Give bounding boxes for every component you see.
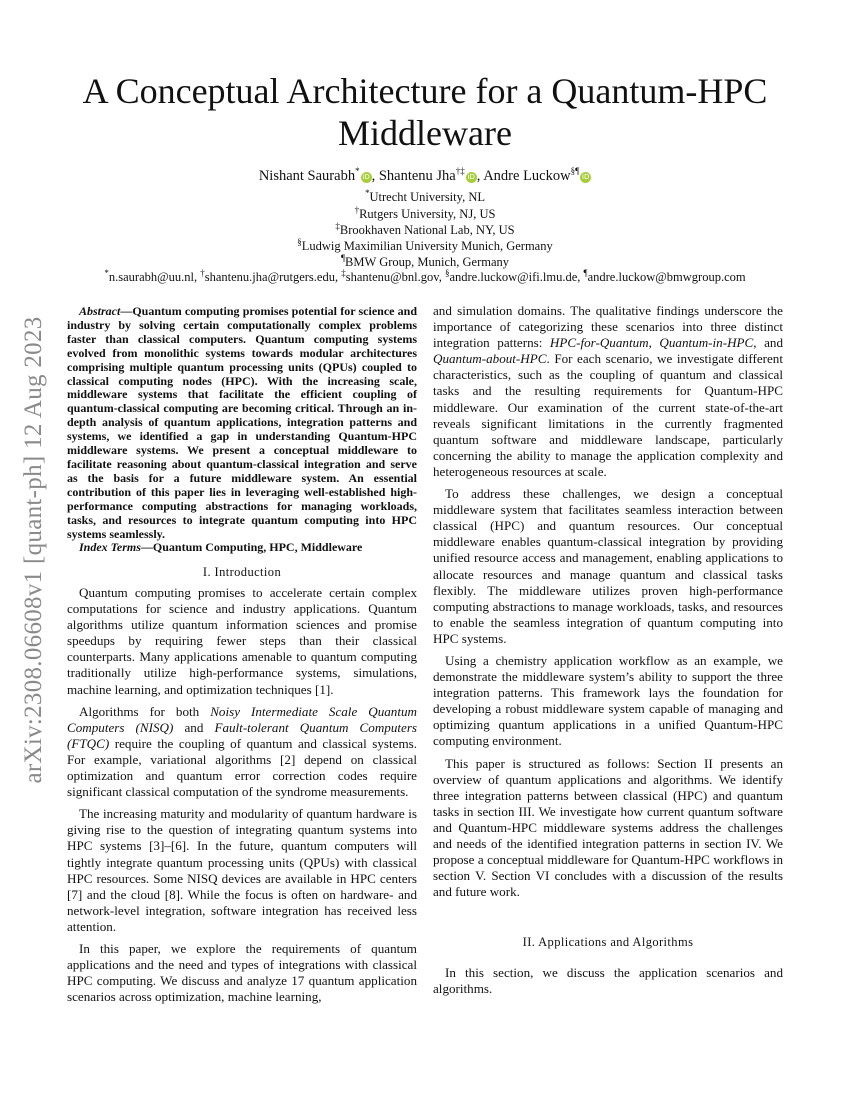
text-run: Quantum-in-HPC	[659, 335, 754, 351]
text-run: require the coupling of quantum and classical systems. For example, variational algorithms [2] depend on classical optimization and quantum error correction codes require significant classical computation of the syndrome measurements.	[67, 735, 417, 800]
email-mark: §	[444, 268, 450, 278]
text-run: Quantum-about-HPC	[433, 351, 547, 367]
aff-mark: †	[354, 205, 360, 215]
orcid-icon[interactable]: iD	[582, 172, 590, 181]
intro-body	[67, 585, 417, 1005]
aff-text: Brookhaven National Lab, NY, US	[339, 223, 515, 238]
author-sep: ,	[371, 167, 379, 184]
index-terms-text: —Quantum Computing, HPC, Middleware	[140, 540, 363, 555]
text-run: and simulation domains. The qualitative findings underscore the importance of categorizing these scenarios into three distinct integration patterns:	[433, 303, 783, 351]
paragraph: Using a chemistry application workflow as an example, we demonstrate the middleware system’s ability to support the three integration patterns. This framework lays the foundation for developing a robust middleware system capable of managing and optimizing quantum applications in a unified Quantum-HPC computing environment.	[433, 652, 783, 749]
email-mark: *	[104, 268, 109, 278]
author-3-mark: §¶	[570, 166, 580, 176]
right-column	[433, 303, 783, 900]
author-list	[60, 166, 790, 185]
aff-text: Ludwig Maximilian University Munich, Germany	[301, 239, 553, 254]
aff-text: Rutgers University, NJ, US	[359, 207, 496, 222]
paragraph: In this section, we discuss the application scenarios and algorithms.	[433, 965, 783, 997]
text-run: Noisy Intermediate Scale Quantum Computers (NISQ)	[67, 703, 417, 735]
author-2: Shantenu Jha	[378, 167, 456, 184]
arxiv-id-text: arXiv:2308.06608v1 [quant-ph] 12 Aug 2023	[20, 316, 47, 784]
paragraph: Quantum computing promises to accelerate certain complex computations for science and industry applications. Quantum algorithms utilize quantum information sciences and promise speedups by requiring fewer steps than their classical counterparts. Many applications amenable to quantum computing traditionally utilize high-performance systems, simulations, machine learning, and optimization techniques [1].	[67, 585, 417, 697]
email-mark: ¶	[583, 268, 588, 278]
paragraph	[67, 704, 417, 801]
text-run: Algorithms for both	[79, 703, 211, 719]
index-terms	[67, 541, 417, 555]
paragraph	[433, 303, 783, 480]
paragraph: The increasing maturity and modularity of quantum hardware is giving rise to the question of integrating quantum systems into HPC systems [3]–[6]. In the future, quantum computers will tightly integrate quantum processing units (QPUs) with classical HPC resources. Some NISQ devices are available in HPC centers [7] and the cloud [8]. While the focus is often on hardware- and network-level integration, software integration has received less attention.	[67, 806, 417, 934]
left-column	[67, 305, 417, 555]
text-run: Fault-tolerant Quantum Computers (FTQC)	[67, 719, 418, 751]
abstract	[67, 305, 417, 541]
email-link[interactable]: shantenu.jha@rutgers.edu,	[204, 270, 342, 285]
orcid-icon[interactable]: iD	[362, 172, 370, 181]
arxiv-identifier	[14, 280, 54, 820]
abstract-text: —Quantum computing promises potential for science and industry by solving certain computationally complex problems faster than classical computers. Quantum computing systems evolved from monolithic systems towards modular architectures comprising multiple quantum processing units (QPUs) coupled to classical computing nodes (HPC). With the increasing scale, middleware systems that facilitate the efficient coupling of quantum-classical computing are becoming critical. Through an in-depth analysis of quantum applications, integration patterns and systems, we identified a gap in understanding Quantum-HPC middleware systems. We present a conceptual middleware to facilitate reasoning about quantum-classical integration and serve as the basis for a future middleware system. An essential contribution of this paper lies in leveraging well-established high-performance computing abstractions for managing workloads, tasks, and resources to integrate quantum computing into HPC systems seamlessly.	[67, 304, 417, 541]
author-1: Nishant Saurabh	[258, 167, 356, 184]
author-sep: ,	[476, 167, 484, 184]
aff-mark: *	[365, 188, 370, 198]
aff-mark: ¶	[340, 253, 346, 263]
author-3: Andre Luckow	[483, 167, 571, 184]
abstract-label: Abstract	[79, 304, 121, 318]
email-mark: †	[200, 268, 205, 278]
text-run: HPC-for-Quantum	[549, 335, 649, 351]
text-run: and	[173, 719, 215, 735]
title-line-2: Middleware	[338, 113, 512, 153]
author-1-mark: *	[355, 166, 360, 176]
paper-title	[60, 70, 790, 154]
aff-mark: ‡	[335, 221, 340, 231]
email-link[interactable]: shantenu@bnl.gov,	[345, 270, 445, 285]
paragraph: To address these challenges, we design a conceptual middleware system that facilitates seamless interaction between classical (HPC) and quantum resources. Our conceptual middleware enables quantum-classical integration by providing unified resource access and management, enabling applications to allocate resources and manage quantum and classical tasks flexibly. The middleware utilizes proven high-performance computing abstractions to manage workloads, tasks, and resources to enable the seamless integration of quantum computing into HPC systems.	[433, 486, 783, 646]
email-link[interactable]: n.saurabh@uu.nl,	[108, 270, 201, 285]
paragraph: In this paper, we explore the requirements of quantum applications and the need and types of integrations with classical HPC computing. We discuss and analyze 17 quantum application scenarios across optimization, machine learning,	[67, 940, 417, 1005]
title-line-1: A Conceptual Architecture for a Quantum-HPC	[82, 71, 768, 111]
aff-text: BMW Group, Munich, Germany	[345, 255, 510, 270]
email-list	[60, 265, 790, 285]
section2-body	[433, 965, 783, 997]
aff-text: Utrecht University, NL	[369, 190, 485, 205]
index-terms-label: Index Terms	[79, 540, 141, 555]
email-link[interactable]: andre.luckow@bmwgroup.com	[587, 270, 746, 285]
text-run: , and	[753, 335, 783, 351]
email-mark: ‡	[341, 268, 346, 278]
orcid-icon[interactable]: iD	[467, 172, 475, 181]
text-run: . For each scenario, we investigate different characteristics, such as the coupling of quantum and classical tasks and the resulting requirements for Quantum-HPC middleware. Our examination of the current state-of-the-art reveals significant limitations in the currently fragmented quantum software and middleware landscape, particularly concerning the ability to manage the application complexity and heterogeneous resources at scale.	[433, 351, 783, 479]
section-heading: II. Applications and Algorithms	[522, 935, 694, 949]
aff-mark: §	[297, 237, 302, 247]
author-2-mark: †‡	[455, 166, 465, 176]
email-link[interactable]: andre.luckow@ifi.lmu.de,	[449, 270, 584, 285]
section-heading: I. Introduction	[202, 565, 282, 579]
text-run: ,	[648, 335, 660, 351]
paragraph: This paper is structured as follows: Section II presents an overview of quantum applications and algorithms. We identify three integration patterns between classical (HPC) and quantum tasks in section III. We investigate how current quantum software and Quantum-HPC middleware systems address the challenges and needs of the identified integration patterns in section IV. We propose a conceptual middleware for Quantum-HPC workflows in section V. Section VI concludes with a discussion of the results and future work.	[433, 755, 783, 900]
